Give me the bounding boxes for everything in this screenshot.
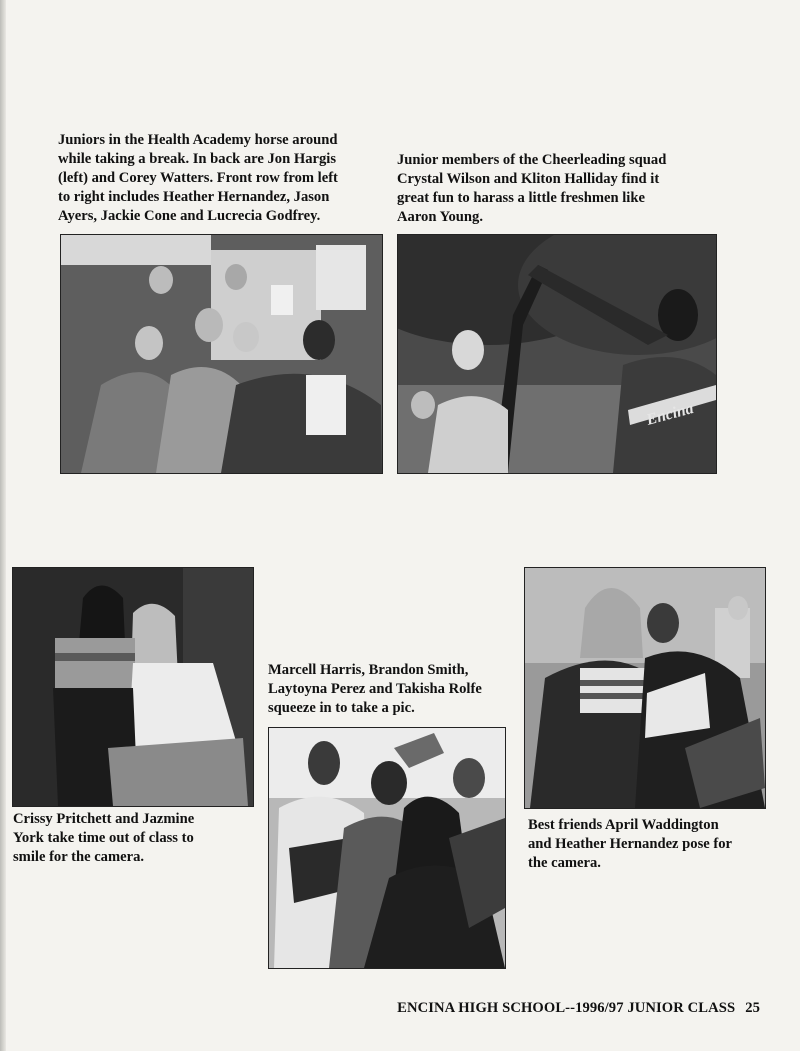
page-footer [397,1000,760,1017]
photo-cheerleading [397,234,717,474]
caption-cheerleading: Junior members of the Cheerleading squad Crystal Wilson and Kliton Halliday find it great fun to harass a little freshmen like Aaron Young. [397,152,667,225]
cheer-jacket-text: Encina [644,400,696,429]
photo-health-academy-group [60,234,383,474]
page-binding-edge [0,0,6,1051]
caption-best-friends: Best friends April Waddington and Heather Hernandez pose for the camera. [528,817,733,871]
caption-marcell-group: Marcell Harris, Brandon Smith, Laytoyna Perez and Takisha Rolfe squeeze in to take a pic. [268,662,482,716]
caption-crissy-jazmine: Crissy Pritchett and Jazmine York take time out of class to smile for the camera. [13,811,195,865]
footer-school-title: ENCINA HIGH SCHOOL--1996/97 JUNIOR CLASS [397,1000,736,1016]
photo-best-friends [524,567,766,809]
photo-crissy-jazmine [12,567,254,807]
photo-marcell-group [268,727,506,969]
caption-health-academy: Juniors in the Health Academy horse around while taking a break. In back are Jon Hargis (left) and Corey Watters. Front row from left to right includes Heather Hernandez, Jason Ayers, Jackie Cone and Lucrecia Godfrey. [58,132,338,224]
page-number: 25 [745,1000,760,1016]
